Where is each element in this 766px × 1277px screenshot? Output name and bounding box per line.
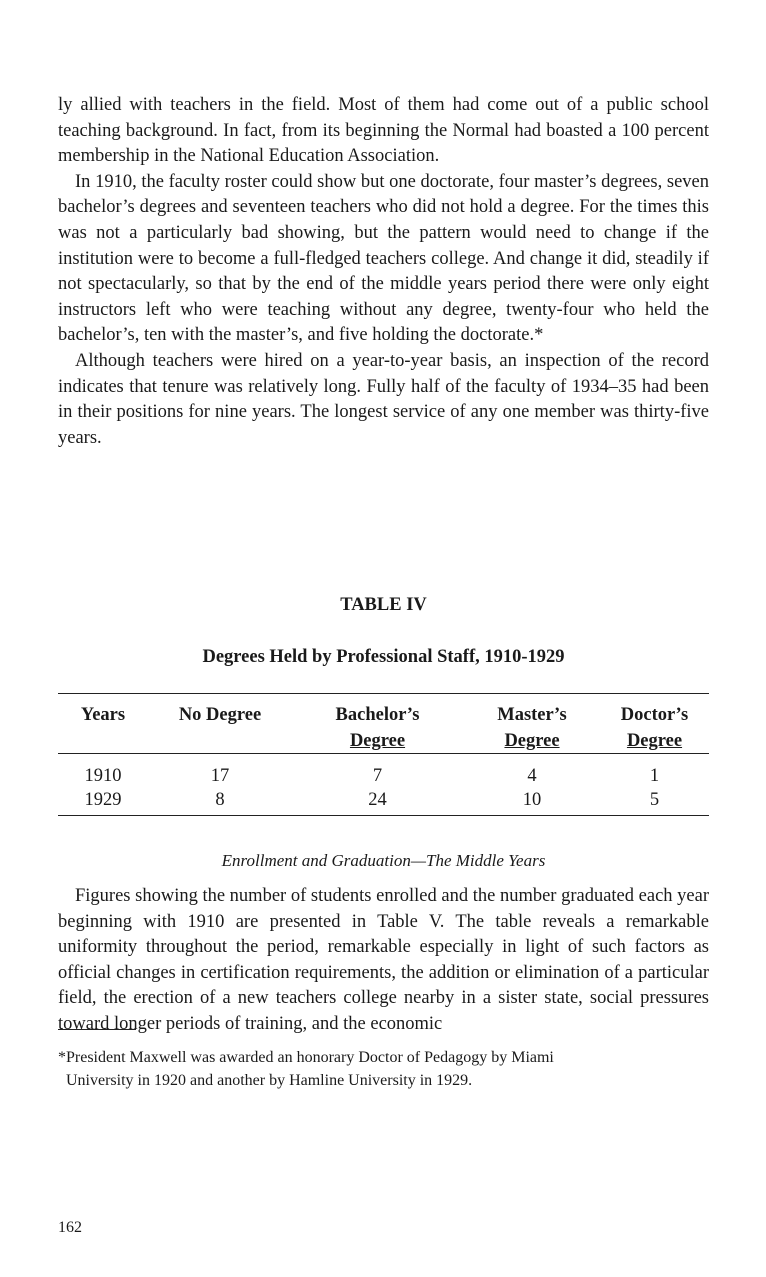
cell-masters: 4 <box>527 766 537 786</box>
cell-no-degree: 17 <box>210 766 230 786</box>
paragraph-4: Figures showing the number of students enrolled and the number graduated each year beginning with 1910 are presented in Table V. The table reveals a remarkable uniformity throughout the period, remarkable especially in light of such factors as official changes in certification requirements, the addition or elimination of a particular field, the erection of a new teachers college nearby in a sister state, social pressures toward longer periods of training, and the economic <box>58 886 709 1034</box>
paragraph-2: In 1910, the faculty roster could show but one doctorate, four master’s degrees, seven bachelor’s degrees and seventeen teachers who did not hold a degree. For the times this was not a particularly bad showing, but the pattern would need to change if the institution were to become a full-fledged teachers college. And change it did, steadily if not spectacularly, so that by the end of the middle years period there were only eight instructors left who were teaching without any degree, twenty-four who held the bachelor’s, ten with the master’s, and five holding the doctorate.* <box>58 171 709 346</box>
header-masters-line1: Master’s <box>497 705 567 725</box>
header-masters <box>467 702 597 754</box>
paragraph-1: ly allied with teachers in the field. Most of them had come out of a public school teaching background. In fact, from its beginning the Normal had boasted a 100 percent membership in the National Education Association. <box>58 95 709 167</box>
table-caption: Degrees Held by Professional Staff, 1910-1929 <box>202 647 565 667</box>
header-no-degree-label: No Degree <box>178 705 262 725</box>
header-doctors <box>600 702 709 754</box>
header-bachelors <box>310 702 445 754</box>
cell-no-degree: 8 <box>215 790 225 810</box>
cell-bachelors: 24 <box>368 790 387 810</box>
cell-year: 1929 <box>84 790 122 810</box>
paragraph-3: Although teachers were hired on a year-to-year basis, an inspection of the record indicates that tenure was relatively long. Fully half of the faculty of 1934–35 had been in their positions for nine years. The longest service of any one member was thirty-five years. <box>58 350 709 448</box>
header-masters-line2: Degree <box>504 731 560 751</box>
footnote-line-1: *President Maxwell was awarded an honorary Doctor of Pedagogy by Miami <box>58 1049 554 1066</box>
header-no-degree <box>150 702 290 728</box>
footnote-rule <box>58 1029 136 1030</box>
footnote-line-2: University in 1920 and another by Hamline University in 1929. <box>66 1071 473 1089</box>
cell-doctors: 1 <box>649 766 660 786</box>
table-header-rule <box>58 753 709 754</box>
header-bachelors-line1: Bachelor’s <box>335 705 420 725</box>
header-bachelors-line2: Degree <box>349 731 406 751</box>
body-text-bottom <box>58 884 709 1038</box>
cell-bachelors: 7 <box>372 766 383 786</box>
cell-masters: 10 <box>522 790 542 810</box>
page-number: 162 <box>58 1219 82 1236</box>
table-top-rule <box>58 693 709 694</box>
footnote <box>58 1047 709 1092</box>
table-title: TABLE IV <box>340 595 427 615</box>
cell-year: 1910 <box>84 766 122 786</box>
header-doctors-line2: Degree <box>626 731 683 751</box>
header-years <box>58 702 148 728</box>
cell-doctors: 5 <box>649 790 660 810</box>
header-doctors-line1: Doctor’s <box>620 705 689 725</box>
section-heading: Enrollment and Graduation—The Middle Years <box>221 851 546 870</box>
body-text-top <box>58 93 709 451</box>
table-bottom-rule <box>58 815 709 816</box>
header-years-label: Years <box>80 705 126 725</box>
